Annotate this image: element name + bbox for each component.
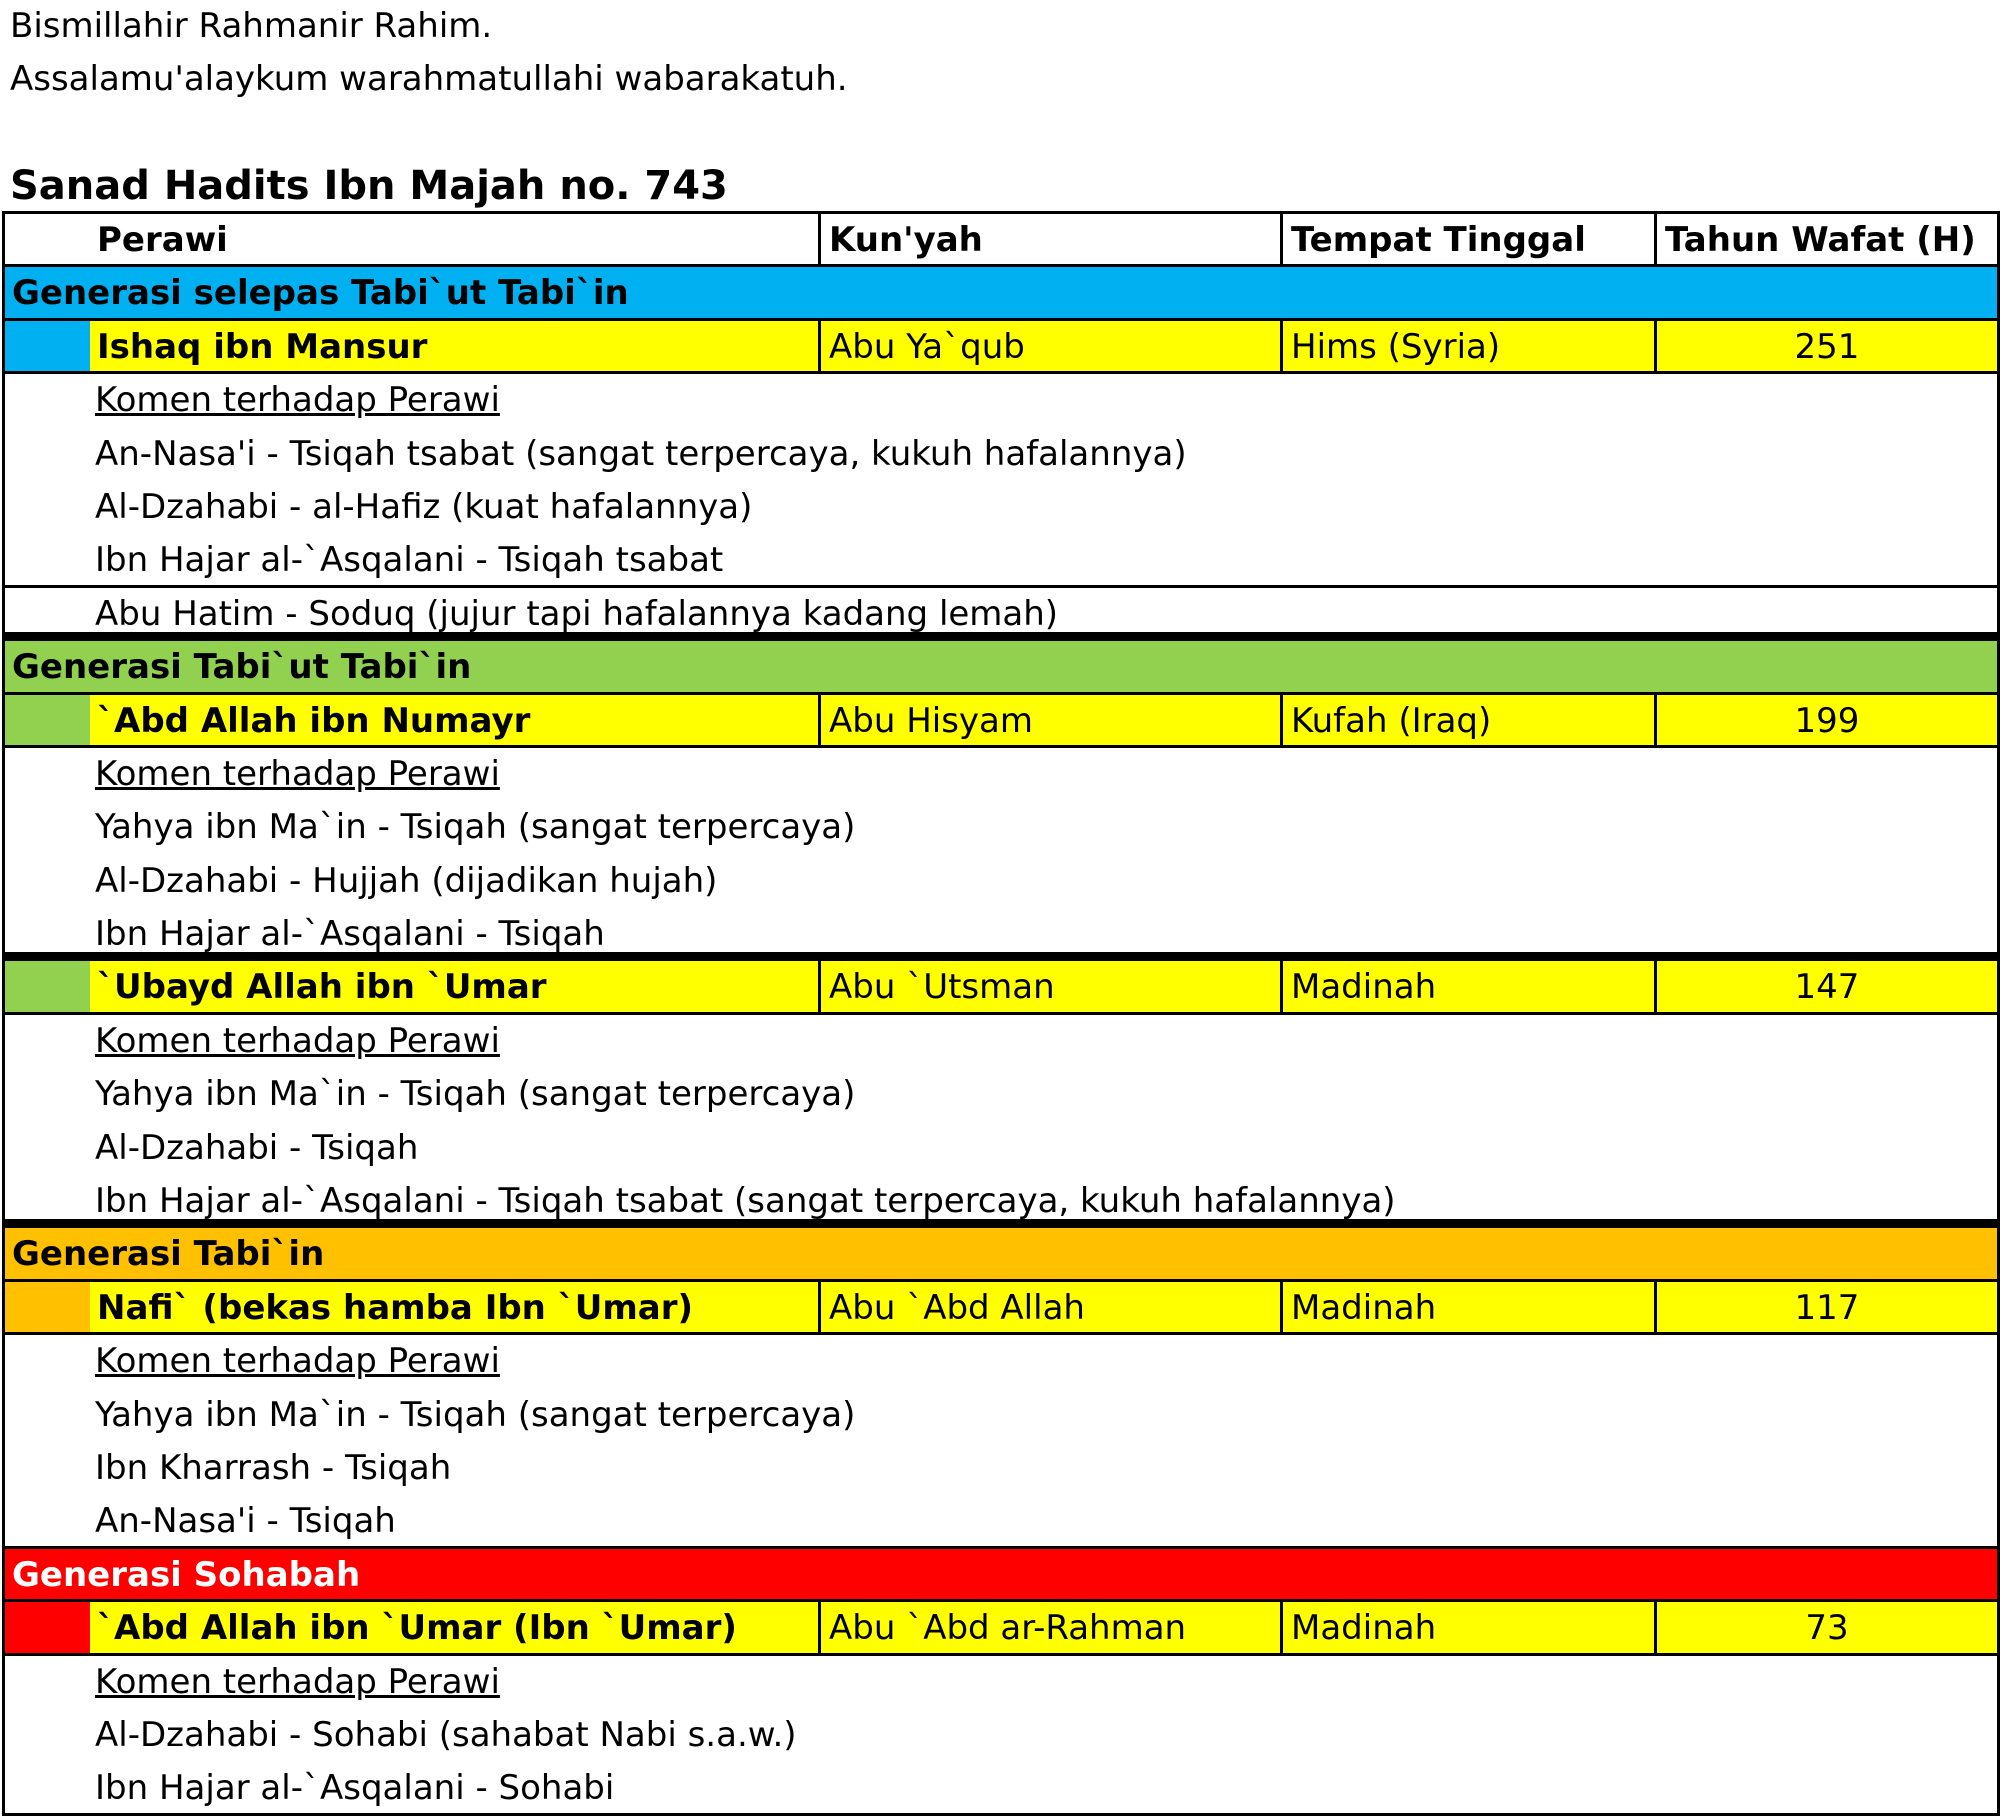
generation-label: Generasi Tabi`in bbox=[12, 1234, 325, 1275]
generation-row bbox=[5, 267, 1997, 320]
sanad-table bbox=[2, 211, 2000, 1816]
narrator-row bbox=[5, 1282, 1997, 1335]
comment-row bbox=[5, 1389, 1997, 1442]
narrator-tempat-tinggal: Madinah bbox=[1280, 961, 1654, 1011]
comment-heading: Komen terhadap Perawi bbox=[95, 1341, 500, 1382]
narrator-row bbox=[5, 321, 1997, 374]
comment-text: Al-Dzahabi - al-Hafiz (kuat hafalannya) bbox=[95, 486, 753, 527]
comment-row bbox=[5, 588, 1997, 641]
comment-text: Ibn Hajar al-`Asqalani - Tsiqah tsabat bbox=[95, 540, 724, 581]
comment-text: Ibn Hajar al-`Asqalani - Tsiqah bbox=[95, 914, 605, 955]
comment-heading: Komen terhadap Perawi bbox=[95, 380, 500, 421]
comment-text: Al-Dzahabi - Sohabi (sahabat Nabi s.a.w.) bbox=[95, 1714, 797, 1755]
generation-row bbox=[5, 1549, 1997, 1602]
header-kunyah: Kun'yah bbox=[818, 214, 1280, 264]
narrator-row bbox=[5, 1602, 1997, 1655]
comment-heading-row bbox=[5, 1656, 1997, 1709]
comment-row bbox=[5, 534, 1997, 587]
comment-text: Ibn Hajar al-`Asqalani - Sohabi bbox=[95, 1768, 615, 1809]
narrator-tempat-tinggal: Hims (Syria) bbox=[1280, 321, 1654, 371]
narrator-tahun-wafat: 117 bbox=[1654, 1282, 1997, 1332]
comment-heading: Komen terhadap Perawi bbox=[95, 1661, 500, 1702]
comment-row bbox=[5, 1068, 1997, 1121]
generation-label: Generasi Tabi`ut Tabi`in bbox=[12, 647, 472, 688]
comment-row bbox=[5, 855, 1997, 908]
narrator-tahun-wafat: 251 bbox=[1654, 321, 1997, 371]
narrator-tempat-tinggal: Kufah (Iraq) bbox=[1280, 695, 1654, 745]
comment-text: Ibn Hajar al-`Asqalani - Tsiqah tsabat (sangat terpercaya, kukuh hafalannya) bbox=[95, 1181, 1396, 1222]
comment-row bbox=[5, 481, 1997, 534]
comment-row bbox=[5, 908, 1997, 961]
narrator-row bbox=[5, 961, 1997, 1014]
comment-text: Yahya ibn Ma`in - Tsiqah (sangat terpercaya) bbox=[95, 1394, 856, 1435]
comment-row bbox=[5, 1495, 1997, 1548]
generations bbox=[5, 267, 1997, 1815]
greeting-line-2: Assalamu'alaykum warahmatullahi wabarakatuh. bbox=[10, 59, 848, 99]
generation-marker bbox=[5, 1602, 90, 1652]
comment-row bbox=[5, 1709, 1997, 1762]
header-tempat-tinggal: Tempat Tinggal bbox=[1280, 214, 1654, 264]
generation-row bbox=[5, 1228, 1997, 1281]
comment-text: Al-Dzahabi - Hujjah (dijadikan hujah) bbox=[95, 860, 718, 901]
comment-heading-row bbox=[5, 1015, 1997, 1068]
page-title: Sanad Hadits Ibn Majah no. 743 bbox=[10, 163, 728, 209]
narrator-kunyah: Abu `Abd Allah bbox=[818, 1282, 1280, 1332]
comment-text: Al-Dzahabi - Tsiqah bbox=[95, 1127, 419, 1168]
generation-label: Generasi selepas Tabi`ut Tabi`in bbox=[12, 273, 629, 314]
comment-row bbox=[5, 1122, 1997, 1175]
narrator-kunyah: Abu Ya`qub bbox=[818, 321, 1280, 371]
generation-marker bbox=[5, 1282, 90, 1332]
generation-marker bbox=[5, 695, 90, 745]
comment-row bbox=[5, 1442, 1997, 1495]
narrator-name: Ishaq ibn Mansur bbox=[97, 326, 428, 367]
comment-text: An-Nasa'i - Tsiqah tsabat (sangat terpercaya, kukuh hafalannya) bbox=[95, 433, 1187, 474]
generation-row bbox=[5, 641, 1997, 694]
generation-marker bbox=[5, 321, 90, 371]
comment-heading-row bbox=[5, 374, 1997, 427]
narrator-tahun-wafat: 147 bbox=[1654, 961, 1997, 1011]
comment-heading-row bbox=[5, 748, 1997, 801]
comment-heading: Komen terhadap Perawi bbox=[95, 1020, 500, 1061]
narrator-tahun-wafat: 199 bbox=[1654, 695, 1997, 745]
header-perawi: Perawi bbox=[97, 220, 228, 260]
narrator-tempat-tinggal: Madinah bbox=[1280, 1282, 1654, 1332]
comment-text: An-Nasa'i - Tsiqah bbox=[95, 1501, 396, 1542]
generation-marker bbox=[5, 961, 90, 1011]
greeting-line-1: Bismillahir Rahmanir Rahim. bbox=[10, 6, 493, 46]
narrator-name: `Abd Allah ibn Numayr bbox=[97, 700, 531, 741]
narrator-row bbox=[5, 695, 1997, 748]
comment-text: Abu Hatim - Soduq (jujur tapi hafalannya kadang lemah) bbox=[95, 593, 1059, 634]
comment-row bbox=[5, 1762, 1997, 1815]
comment-text: Yahya ibn Ma`in - Tsiqah (sangat terpercaya) bbox=[95, 1074, 856, 1115]
narrator-tahun-wafat: 73 bbox=[1654, 1602, 1997, 1652]
comment-heading-row bbox=[5, 1335, 1997, 1388]
comment-heading: Komen terhadap Perawi bbox=[95, 753, 500, 794]
generation-label: Generasi Sohabah bbox=[12, 1554, 361, 1595]
narrator-kunyah: Abu Hisyam bbox=[818, 695, 1280, 745]
narrator-name: `Ubayd Allah ibn `Umar bbox=[97, 967, 547, 1008]
header-tahun-wafat: Tahun Wafat (H) bbox=[1654, 214, 1997, 264]
narrator-name: Nafi` (bekas hamba Ibn `Umar) bbox=[97, 1287, 694, 1328]
comment-text: Yahya ibn Ma`in - Tsiqah (sangat terpercaya) bbox=[95, 807, 856, 848]
comment-row bbox=[5, 801, 1997, 854]
comment-row bbox=[5, 428, 1997, 481]
narrator-kunyah: Abu `Utsman bbox=[818, 961, 1280, 1011]
comment-row bbox=[5, 1175, 1997, 1228]
narrator-kunyah: Abu `Abd ar-Rahman bbox=[818, 1602, 1280, 1652]
table-header-row bbox=[5, 214, 1997, 267]
narrator-tempat-tinggal: Madinah bbox=[1280, 1602, 1654, 1652]
comment-text: Ibn Kharrash - Tsiqah bbox=[95, 1447, 452, 1488]
narrator-name: `Abd Allah ibn `Umar (Ibn `Umar) bbox=[97, 1608, 737, 1649]
